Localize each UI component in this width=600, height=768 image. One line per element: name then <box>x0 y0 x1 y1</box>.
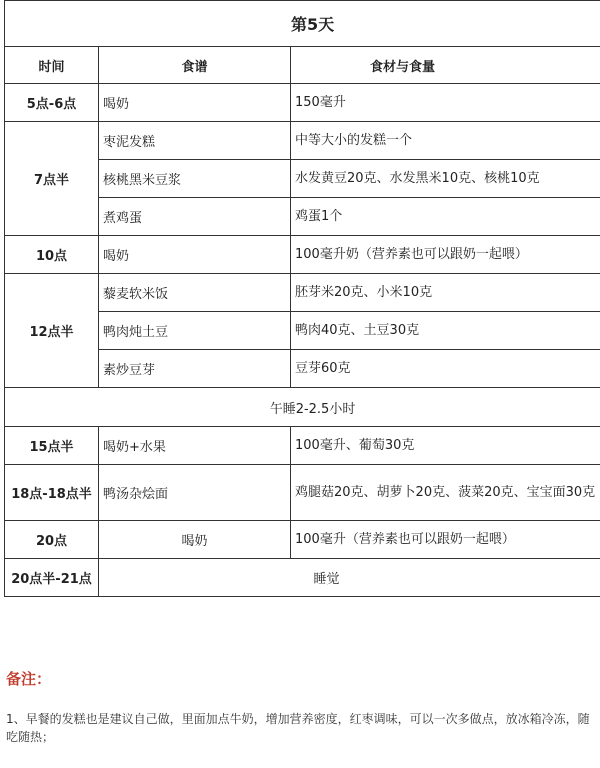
recipe-cell: 鸭汤杂烩面 <box>99 465 291 521</box>
recipe-cell: 鸭肉炖土豆 <box>99 312 291 350</box>
table-title: 第5天 <box>5 1 600 47</box>
time-cell: 7点半 <box>5 122 99 236</box>
recipe-cell: 素炒豆芽 <box>99 350 291 388</box>
recipe-cell: 藜麦软米饭 <box>99 274 291 312</box>
meal-plan-table <box>4 0 600 597</box>
recipe-cell: 核桃黑米豆浆 <box>99 160 291 198</box>
time-cell: 5点-6点 <box>5 84 99 122</box>
header-ingredients: 食材与食量 <box>291 47 600 84</box>
time-cell: 15点半 <box>5 427 99 465</box>
header-recipe: 食谱 <box>99 47 291 84</box>
notes-text: 1、早餐的发糕也是建议自己做，里面加点牛奶，增加营养密度，红枣调味，可以一次多做点，放冰箱冷冻，随吃随热； <box>6 712 590 744</box>
recipe-cell: 喝奶 <box>99 236 291 274</box>
recipe-cell: 喝奶+水果 <box>99 427 291 465</box>
time-cell: 12点半 <box>5 274 99 388</box>
ingredients-cell: 鸡蛋1个 <box>291 198 600 236</box>
time-cell: 10点 <box>5 236 99 274</box>
ingredients-cell: 鸡腿菇20克、胡萝卜20克、菠菜20克、宝宝面30克 <box>291 465 600 521</box>
table-row <box>5 236 600 274</box>
ingredients-cell: 100毫升（营养素也可以跟奶一起喂） <box>291 521 600 559</box>
ingredients-cell: 中等大小的发糕一个 <box>291 122 600 160</box>
table-row <box>5 274 600 312</box>
ingredients-cell: 100毫升奶（营养素也可以跟奶一起喂） <box>291 236 600 274</box>
table-row <box>5 559 600 597</box>
title-row <box>5 1 600 47</box>
table-row <box>5 465 600 521</box>
time-cell: 18点-18点半 <box>5 465 99 521</box>
ingredients-cell: 150毫升 <box>291 84 600 122</box>
recipe-cell: 枣泥发糕 <box>99 122 291 160</box>
recipe-cell: 睡觉 <box>99 559 600 597</box>
table-row <box>5 427 600 465</box>
recipe-cell: 喝奶 <box>99 84 291 122</box>
nap-row <box>5 388 600 427</box>
time-cell: 20点 <box>5 521 99 559</box>
table-row <box>5 122 600 160</box>
ingredients-cell: 水发黄豆20克、水发黑米10克、核桃10克 <box>291 160 600 198</box>
ingredients-cell: 胚芽米20克、小米10克 <box>291 274 600 312</box>
table-row <box>5 521 600 559</box>
notes-title: 备注： <box>6 670 52 688</box>
recipe-cell: 喝奶 <box>99 521 291 559</box>
ingredients-cell: 100毫升、葡萄30克 <box>291 427 600 465</box>
ingredients-cell: 豆芽60克 <box>291 350 600 388</box>
header-row <box>5 47 600 84</box>
table-row <box>5 84 600 122</box>
ingredients-cell: 鸭肉40克、土豆30克 <box>291 312 600 350</box>
time-cell: 20点半-21点 <box>5 559 99 597</box>
header-time: 时间 <box>5 47 99 84</box>
nap-cell: 午睡2-2.5小时 <box>5 388 600 427</box>
recipe-cell: 煮鸡蛋 <box>99 198 291 236</box>
